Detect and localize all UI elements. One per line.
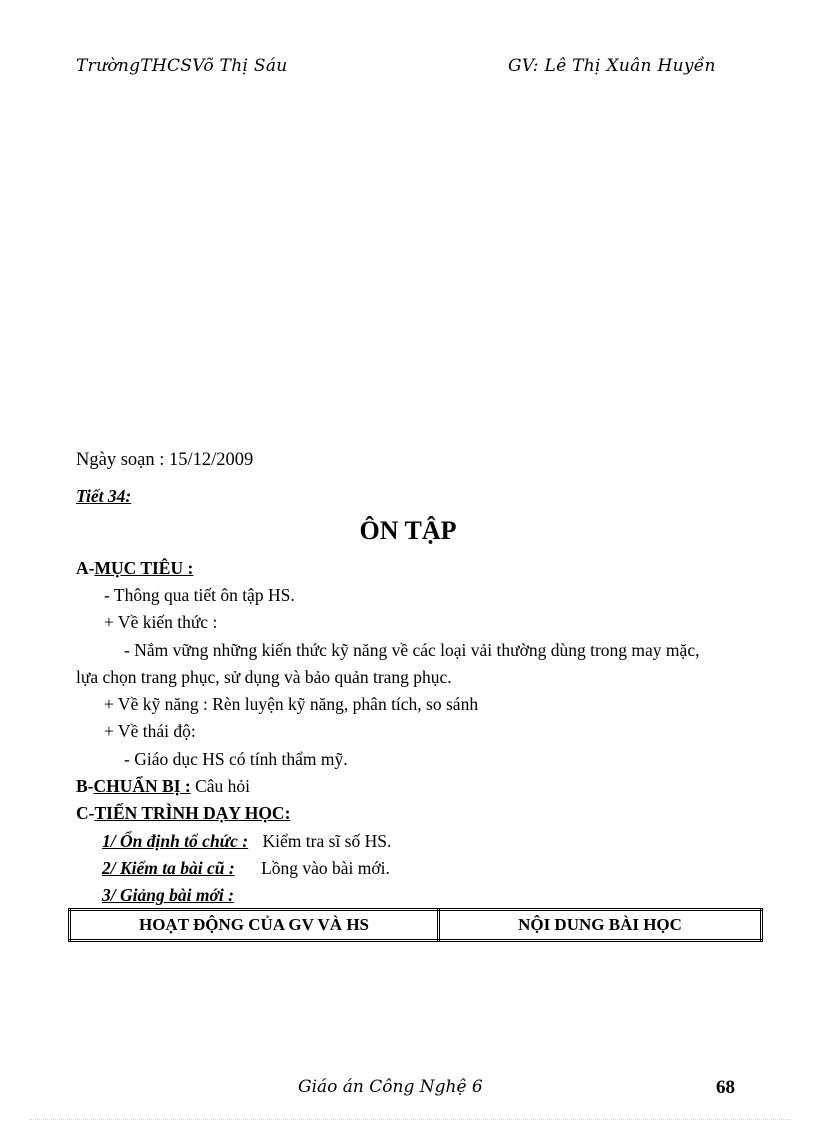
date-line: Ngày soạn : 15/12/2009 — [76, 450, 254, 470]
step-2-label: 2/ Kiểm ta bài cũ : — [102, 858, 235, 878]
section-a-heading — [76, 558, 193, 579]
step-1 — [102, 831, 391, 852]
section-b-title: CHUẨN BỊ : — [93, 776, 191, 796]
skills-line: + Về kỹ năng : Rèn luyện kỹ năng, phân tích, so sánh — [104, 694, 479, 714]
lesson-table — [68, 908, 763, 942]
section-c-prefix: C- — [76, 803, 95, 823]
section-a-prefix: A- — [76, 558, 95, 578]
knowledge-heading: + Về kiến thức : — [104, 612, 218, 632]
section-c-heading — [76, 803, 290, 824]
header-school: TrườngTHCSVõ Thị Sáu — [76, 56, 288, 76]
step-2-text: Lồng vào bài mới. — [261, 858, 390, 878]
attitude-heading: + Về thái độ: — [104, 721, 196, 741]
footer-text: Giáo án Công Nghệ 6 — [298, 1077, 483, 1097]
knowledge-line-1: - Nắm vững những kiến thức kỹ năng về các loại vải thường dùng trong may mặc, — [124, 640, 700, 660]
page-number: 68 — [716, 1077, 735, 1098]
step-1-text: Kiểm tra sĩ số HS. — [262, 831, 392, 851]
section-b-heading — [76, 776, 250, 797]
section-a-title: MỤC TIÊU : — [94, 558, 194, 578]
table-header-content: NỘI DUNG BÀI HỌC — [439, 910, 762, 941]
section-b-prefix: B- — [76, 776, 94, 796]
section-c-title: TIẾN TRÌNH DẠY HỌC: — [94, 803, 291, 823]
knowledge-line-2: lựa chọn trang phục, sử dụng và bảo quản trang phục. — [76, 667, 452, 687]
attitude-line: - Giáo dục HS có tính thẩm mỹ. — [124, 749, 348, 769]
lesson-label: Tiết 34: — [76, 486, 132, 506]
page-title: ÔN TẬP — [359, 516, 457, 545]
header-teacher: GV: Lê Thị Xuân Huyền — [508, 56, 716, 76]
table-header-row — [70, 910, 762, 941]
footer-divider — [30, 1119, 790, 1120]
step-1-label: 1/ Ổn định tổ chức : — [102, 831, 249, 851]
step-2 — [102, 858, 390, 879]
step-3-label: 3/ Giảng bài mới : — [102, 885, 234, 905]
section-b-text: Câu hỏi — [190, 776, 251, 796]
objective-line: - Thông qua tiết ôn tập HS. — [104, 585, 295, 605]
table-header-activities: HOẠT ĐỘNG CỦA GV VÀ HS — [70, 910, 439, 941]
